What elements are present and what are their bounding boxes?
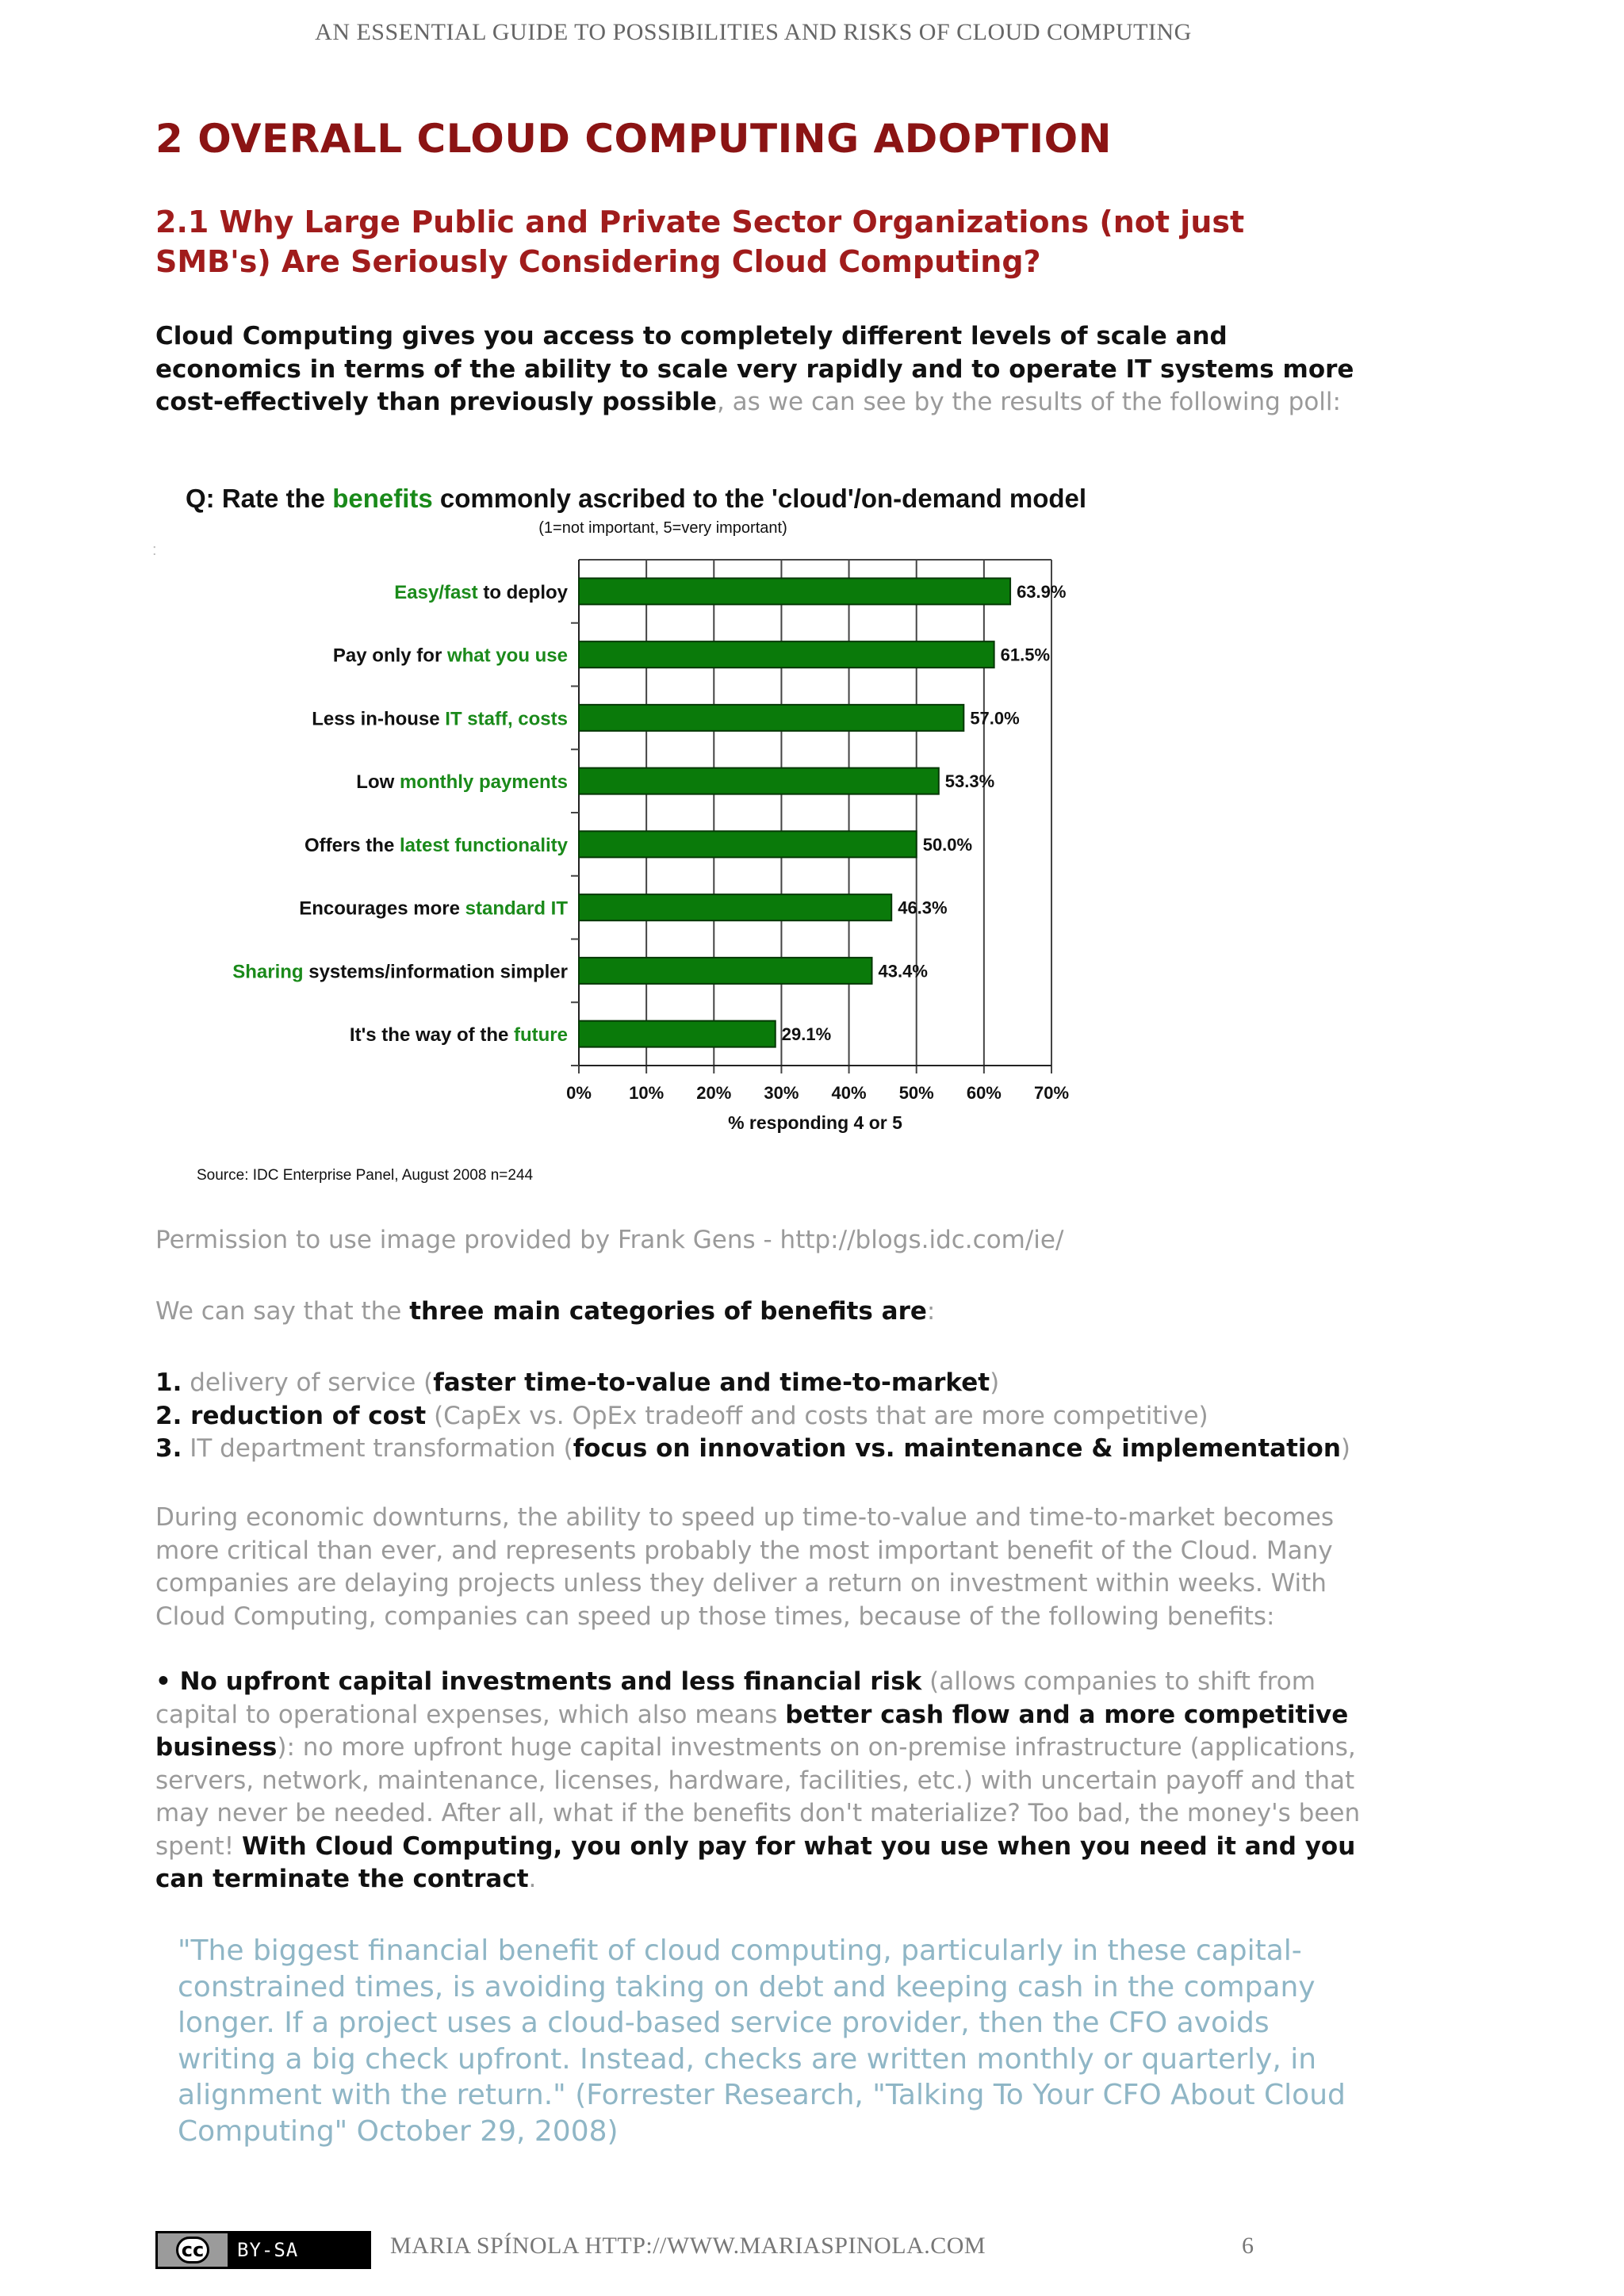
- bar-value-label: 63.9%: [1017, 581, 1067, 602]
- benefits-intro-bold: three main categories of benefits are: [409, 1297, 927, 1326]
- benefit-bold: focus on innovation vs. maintenance & implementation: [573, 1434, 1341, 1463]
- bar: [579, 1021, 776, 1047]
- benefits-list: [155, 1367, 1361, 1466]
- benefit-post: ): [990, 1368, 1000, 1397]
- benefit-item: [155, 1433, 1361, 1466]
- cc-icon: [158, 2233, 228, 2267]
- benefit-post: (CapEx vs. OpEx tradeoff and costs that are more competitive): [426, 1401, 1208, 1430]
- upfront-bold-3: With Cloud Computing, you only pay for what you use when you need it and you can terminate the contract: [155, 1831, 1356, 1893]
- benefit-number: 1.: [155, 1368, 182, 1397]
- running-header: AN ESSENTIAL GUIDE TO POSSIBILITIES AND RISKS OF CLOUD COMPUTING: [315, 19, 1192, 45]
- x-tick-label: 30%: [764, 1083, 799, 1103]
- bar-value-label: 61.5%: [1000, 645, 1051, 665]
- chart-title: Q: Rate the benefits commonly ascribed to the 'cloud'/on-demand model: [186, 484, 1087, 513]
- intro-rest: , as we can see by the results of the following poll:: [716, 388, 1341, 416]
- stray-mark: :: [152, 541, 157, 559]
- downturn-paragraph: During economic downturns, the ability to speed up time-to-value and time-to-market becomes more critical than ever, and represents probably the most important benefit of the Cloud. Many companies are delaying projects unless they deliver a return on investment within weeks. With Cloud Computing, companies can speed up those times, because of the following benefits:: [155, 1503, 1335, 1631]
- upfront-paragraph: [155, 1666, 1361, 1896]
- benefit-number: 3.: [155, 1434, 182, 1463]
- bar-value-label: 53.3%: [944, 771, 995, 792]
- benefit-number: 2.: [155, 1401, 182, 1430]
- upfront-text-2: ): no more upfront huge capital investments on on-premise infrastructure (applications, servers, network, maintenance, licenses, hardware, facilities, etc.) with uncertain payoff and that may never be needed. After all, what if the benefits don't materialize? Too bad, the money's been spent!: [155, 1733, 1361, 1861]
- category-label: Sharing systems/information simpler: [232, 961, 568, 983]
- license-label: BY-SA: [237, 2239, 299, 2261]
- section-title: 2 OVERALL CLOUD COMPUTING ADOPTION: [155, 116, 1112, 162]
- benefit-pre: IT department transformation (: [182, 1434, 573, 1463]
- forrester-quote: "The biggest financial benefit of cloud computing, particularly in these capital-constrained times, is avoiding taking on debt and keeping cash in the company longer. If a project uses a cloud-based service provider, then the CFO avoids writing a big check upfront. Instead, checks are written monthly or quarterly, in alignment with the return." (Forrester Research, "Talking To Your CFO About Cloud Computing" October 29, 2008): [178, 1934, 1346, 2148]
- bullet-mark: •: [155, 1667, 180, 1696]
- x-axis-label: % responding 4 or 5: [728, 1112, 902, 1133]
- benefit-bold: faster time-to-value and time-to-market: [433, 1368, 990, 1397]
- bar: [579, 768, 939, 794]
- category-label: Less in-house IT staff, costs: [312, 708, 568, 730]
- upfront-bold-1: No upfront capital investments and less financial risk: [179, 1667, 922, 1696]
- benefit-bold: reduction of cost: [182, 1401, 427, 1430]
- intro-bold: Cloud Computing gives you access to completely different levels of scale and economics in terms of the ability to scale very rapidly and to operate IT systems more cost-effectively than previously possible: [155, 322, 1354, 416]
- subsection-title: 2.1 Why Large Public and Private Sector Organizations (not just SMB's) Are Seriously Considering Cloud Computing?: [155, 205, 1245, 279]
- benefit-item: [155, 1400, 1361, 1433]
- category-label: Low monthly payments: [356, 771, 568, 794]
- x-tick-label: 60%: [966, 1083, 1002, 1103]
- benefit-post: ): [1340, 1434, 1351, 1463]
- upfront-text-3: .: [528, 1865, 537, 1893]
- x-tick-label: 70%: [1033, 1083, 1070, 1103]
- page-number: 6: [1242, 2233, 1254, 2259]
- bar-value-label: 57.0%: [970, 708, 1020, 729]
- bar-value-label: 29.1%: [781, 1024, 832, 1045]
- category-label: Pay only for what you use: [332, 645, 568, 667]
- bar-value-label: 46.3%: [898, 897, 948, 918]
- footer-author: MARIA SPÍNOLA HTTP://WWW.MARIASPINOLA.COM: [390, 2233, 986, 2259]
- cc-license-badge[interactable]: [155, 2231, 371, 2269]
- category-label: Offers the latest functionality: [304, 834, 568, 856]
- benefits-intro-pre: We can say that the: [155, 1297, 410, 1326]
- x-tick-label: 40%: [831, 1083, 867, 1103]
- x-tick-label: 20%: [696, 1083, 732, 1103]
- x-tick-label: 0%: [566, 1083, 592, 1103]
- x-tick-label: 10%: [629, 1083, 665, 1103]
- upfront-bold-2: better cash flow and a more competitive business: [155, 1700, 1349, 1762]
- bar: [579, 641, 994, 668]
- chart-subtitle: (1=not important, 5=very important): [538, 519, 787, 537]
- category-label: Encourages more standard IT: [299, 897, 568, 920]
- x-tick-label: 50%: [898, 1083, 934, 1103]
- bar: [579, 578, 1010, 604]
- bar-value-label: 50.0%: [922, 834, 973, 855]
- upfront-text-1: (allows companies to shift from capital to operational expenses, which also means: [155, 1667, 1316, 1729]
- bar: [579, 958, 872, 984]
- benefits-intro-post: :: [926, 1297, 936, 1326]
- cc-mark-text: cc: [176, 2237, 209, 2263]
- bar: [579, 831, 917, 857]
- chart-source: Source: IDC Enterprise Panel, August 2008 n=244: [197, 1167, 534, 1184]
- bar: [579, 705, 963, 731]
- survey-chart: [152, 476, 1186, 1189]
- category-label: Easy/fast to deploy: [394, 581, 568, 603]
- category-label: It's the way of the future: [349, 1024, 568, 1047]
- image-permission: Permission to use image provided by Frank Gens - http://blogs.idc.com/ie/: [155, 1226, 1064, 1254]
- bar-value-label: 43.4%: [878, 961, 928, 982]
- intro-paragraph: [155, 320, 1361, 419]
- benefits-intro: [155, 1295, 1361, 1329]
- benefit-pre: delivery of service (: [182, 1368, 434, 1397]
- benefit-item: [155, 1367, 1361, 1400]
- survey-bar-chart: [152, 476, 1186, 1189]
- bar: [579, 894, 891, 920]
